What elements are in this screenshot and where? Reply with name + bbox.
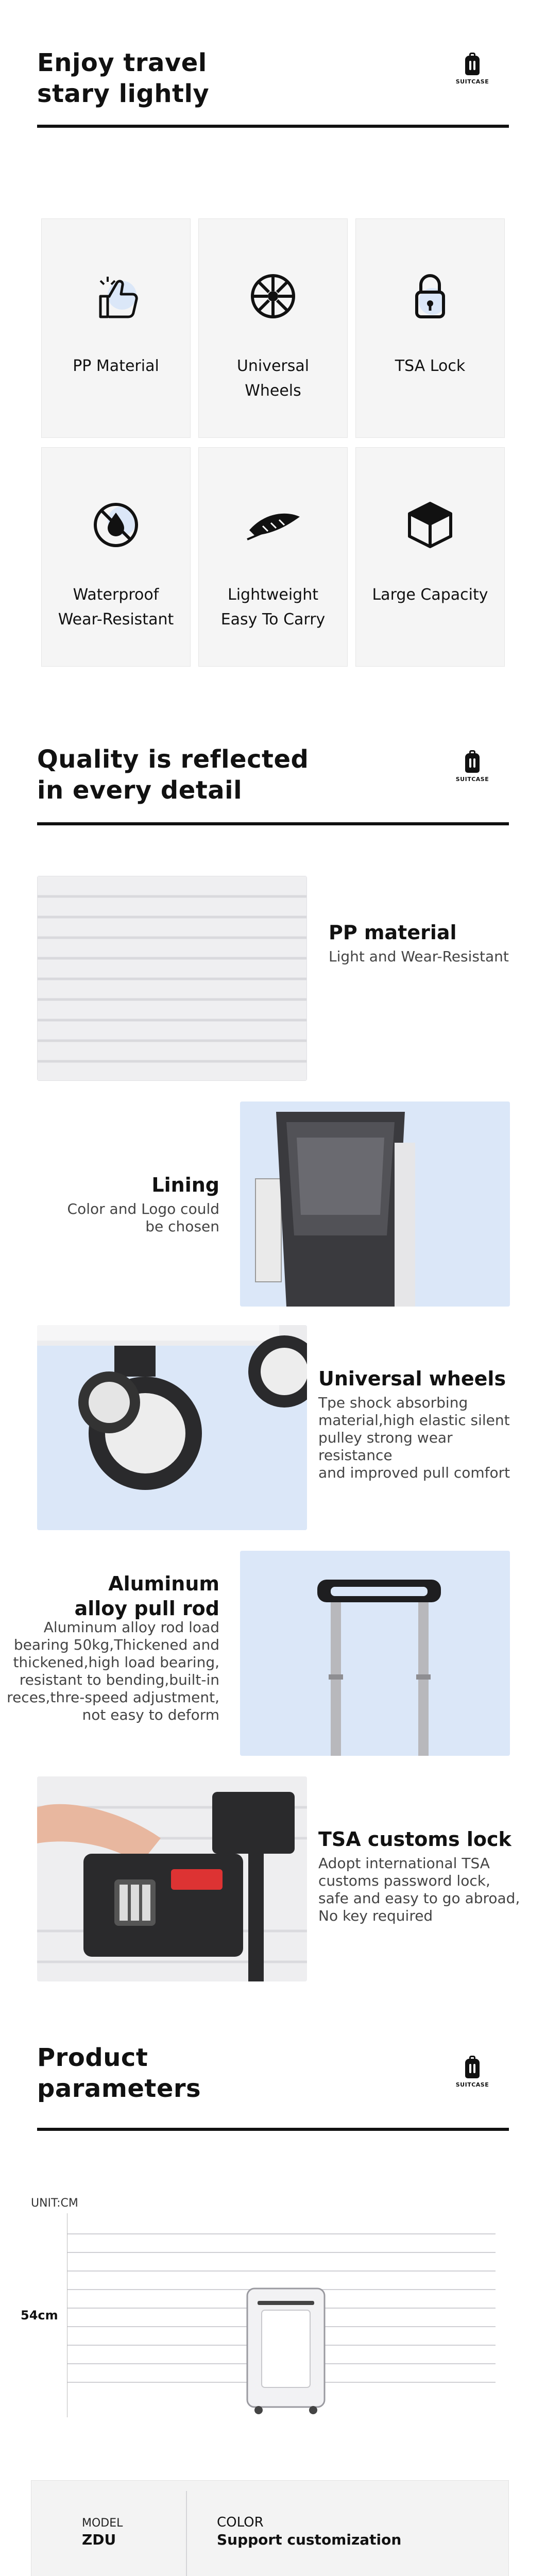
detail-title: TSA customs lock (318, 1828, 511, 1851)
feature-label: PP Material (73, 357, 159, 375)
wheel-icon (242, 265, 304, 327)
param-key: COLOR (217, 2515, 264, 2530)
thumbs-up-icon (85, 265, 147, 327)
feature-label: Lightweight Easy To Carry (220, 586, 326, 629)
detail-title: Aluminum alloy pull rod (74, 1572, 219, 1620)
feature-card-lightweight (198, 447, 348, 667)
height-label: 54cm (21, 2308, 58, 2323)
feather-icon (242, 494, 304, 556)
quality-divider (37, 822, 509, 825)
params-title: Product parameters (37, 2043, 201, 2103)
param-key: MODEL (82, 2517, 123, 2530)
param-row-1 (31, 2480, 509, 2576)
quality-title: Quality is reflected in every detail (37, 745, 309, 805)
detail-desc: Aluminum alloy rod load bearing 50kg,Thickened and thickened,high load bearing, resistant to bending,built-in reces,thre-speed adjustment, not easy to deform (7, 1619, 219, 1723)
brand-logo: SUITCASE (449, 56, 496, 85)
detail-title: PP material (329, 921, 457, 944)
feature-card-capacity (355, 447, 505, 667)
pull-rod-image (240, 1551, 510, 1756)
lining-image (240, 1101, 510, 1307)
detail-title: Lining (151, 1174, 219, 1196)
brand-logo: SUITCASE (449, 753, 496, 783)
param-value: ZDU (82, 2531, 116, 2548)
feature-card-pp (41, 218, 191, 438)
feature-card-waterproof (41, 447, 191, 667)
detail-desc: Light and Wear-Resistant (329, 948, 509, 965)
lock-icon (399, 265, 461, 327)
feature-label: TSA Lock (395, 357, 466, 375)
unit-label: UNIT:CM (31, 2197, 78, 2210)
feature-label: Universal Wheels (236, 357, 310, 400)
wheels-image (37, 1325, 307, 1530)
detail-desc: Adopt international TSA customs password lock, safe and easy to go abroad, No key required (318, 1855, 520, 1924)
detail-desc: Color and Logo could be chosen (67, 1200, 219, 1235)
size-diagram (67, 2213, 496, 2417)
pp-material-image (37, 876, 307, 1081)
box-icon (399, 494, 461, 556)
waterproof-icon (85, 494, 147, 556)
feature-label: Large Capacity (372, 586, 488, 604)
param-value: Support customization (217, 2531, 402, 2548)
params-divider (37, 2128, 509, 2131)
intro-divider (37, 125, 509, 128)
detail-title: Universal wheels (318, 1367, 506, 1390)
brand-logo: SUITCASE (449, 2059, 496, 2088)
feature-label: Waterproof Wear-Resistant (58, 586, 174, 629)
feature-card-lock (355, 218, 505, 438)
feature-card-wheels (198, 218, 348, 438)
tsa-lock-image (37, 1776, 307, 1981)
intro-title: Enjoy travel stary lightly (37, 48, 210, 108)
detail-desc: Tpe shock absorbing material,high elastic silent pulley strong wear resistance and improved pull comfort (318, 1394, 510, 1481)
